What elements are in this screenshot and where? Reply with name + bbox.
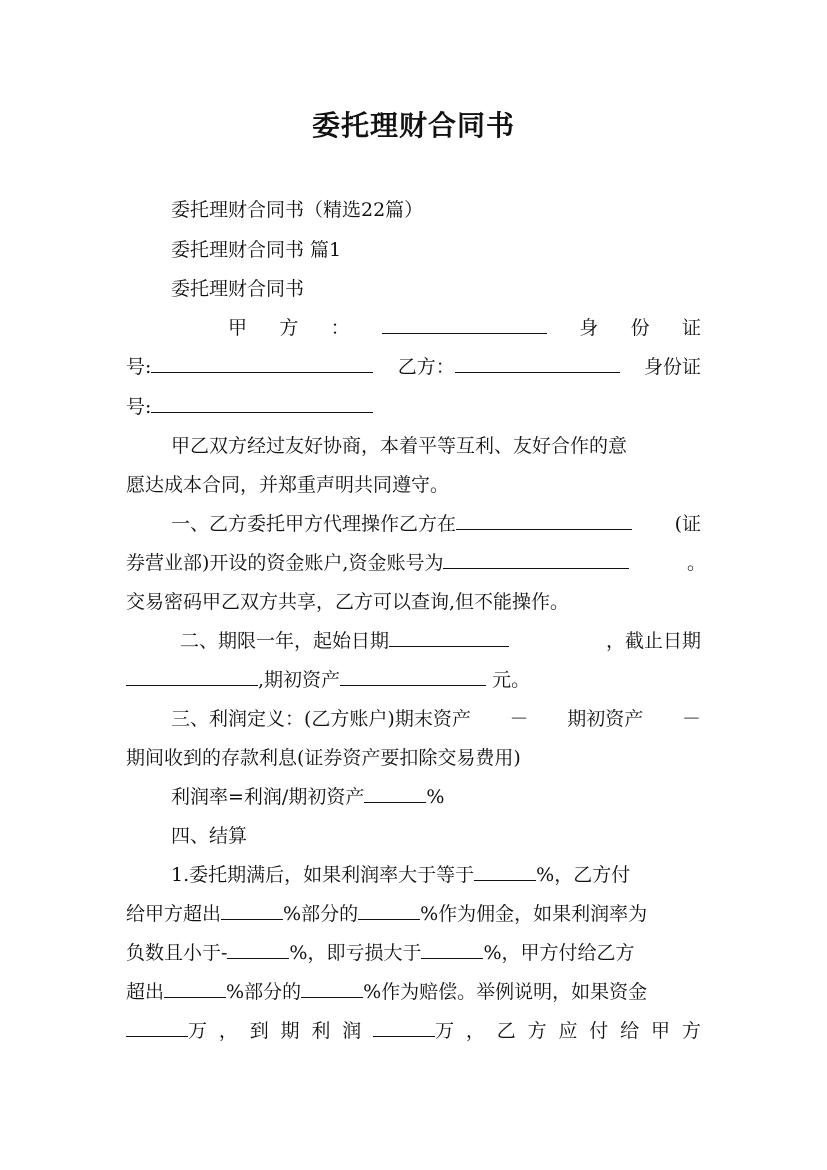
paragraph-line: 负数且小于- %，即亏损大于 %，甲方付给乙方 [126,938,635,968]
paragraph-line: 愿达成本合同，并郑重声明共同遵守。 [126,474,450,496]
paragraph-line: 券营业部)开设的资金账户,资金账号为 。 [126,548,706,578]
paragraph-line: 给甲方超出 %部分的 %作为佣金，如果利润率为 [126,899,647,929]
paragraph-line: 委托理财合同书（精选22篇） [171,199,424,221]
end-date-blank [126,665,258,686]
paragraph-line: 1.委托期满后，如果利润率大于等于 %，乙方付 [171,860,701,890]
amount-blank [126,1016,188,1037]
party-a-blank [382,313,547,334]
percent-blank [221,899,283,920]
percent-blank [164,977,226,998]
id-number-blank [151,352,373,373]
paragraph-line: 号: 乙方： 身份证 [126,352,701,382]
percent-blank [421,938,483,959]
party-b-blank [455,352,620,373]
paragraph-line: 期间收到的存款利息(证券资产要扣除交易费用) [126,747,521,769]
account-number-blank [443,548,629,569]
paragraph-line: ,期初资产 元。 [126,665,530,695]
paragraph-line: 甲乙双方经过友好协商，本着平等互利、友好合作的意 [171,435,628,457]
percent-blank [474,860,536,881]
paragraph-line: 超出 %部分的 %作为赔偿。举例说明，如果资金 [126,977,647,1007]
paragraph-line: 号: [126,392,373,422]
paragraph-line: 交易密码甲乙双方共享，乙方可以查询,但不能操作。 [126,591,570,613]
start-date-blank [389,626,509,647]
percent-blank [301,977,363,998]
document-title: 委托理财合同书 [311,109,515,142]
branch-blank [456,509,632,530]
paragraph-line: 二、期限一年，起始日期 ，截止日期 [180,626,701,656]
paragraph-line: 委托理财合同书 篇1 [171,239,342,261]
initial-assets-blank [340,665,486,686]
section-heading: 四、结算 [171,825,248,847]
paragraph-line: 万 ， 到 期 利 润 万 ， 乙 方 应 付 给 甲 方 [126,1016,701,1046]
paragraph-line: 利润率=利润/期初资产 % [171,782,444,812]
percent-blank [358,899,420,920]
paragraph-line: 三、利润定义：(乙方账户)期末资产 － 期初资产 － [171,708,701,730]
percent-blank [227,938,289,959]
paragraph-line: 一、乙方委托甲方代理操作乙方在 (证 [171,509,701,539]
amount-blank [373,1016,435,1037]
paragraph-line: 委托理财合同书 [171,278,305,300]
id-number-blank [151,392,373,413]
profit-rate-blank [364,782,426,803]
paragraph-line: 甲 方 ： 身 份 证 [228,313,701,343]
